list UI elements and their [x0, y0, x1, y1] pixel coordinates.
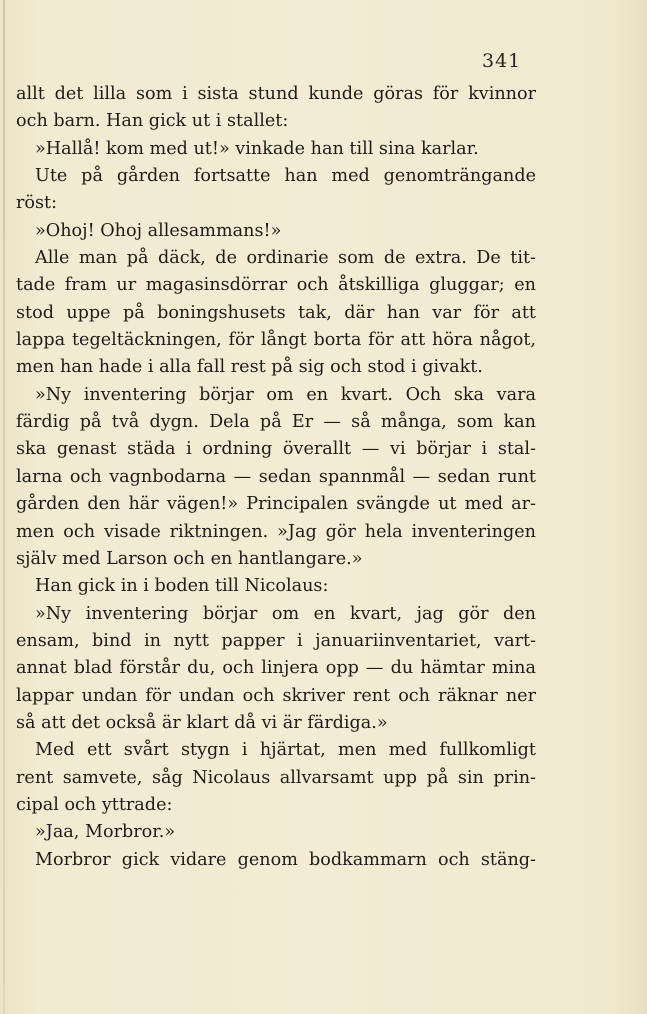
text-line: ensam, bind in nytt papper i januariinventariet, vart-: [16, 630, 536, 651]
text-line: »Ny inventering börjar om en kvart. Och ska vara: [35, 384, 536, 405]
page-number: 341: [482, 50, 522, 72]
text-line: lappar undan för undan och skriver rent och räknar ner: [16, 685, 536, 706]
text-line: Med ett svårt stygn i hjärtat, men med fullkomligt: [35, 740, 536, 761]
text-line: cipal och yttrade:: [16, 794, 173, 815]
body-text: [16, 81, 536, 874]
text-line: »Jaa, Morbror.»: [35, 822, 176, 843]
text-line: rent samvete, såg Nicolaus allvarsamt upp på sin prin-: [16, 767, 536, 788]
text-line: »Ny inventering börjar om en kvart, jag gör den: [35, 603, 536, 624]
text-line: själv med Larson och en hantlangare.»: [16, 548, 363, 569]
text-line: »Hallå! kom med ut!» vinkade han till sina karlar.: [35, 138, 479, 159]
text-line: gården den här vägen!» Principalen svängde ut med ar-: [16, 494, 536, 515]
text-line: »Ohoj! Ohoj allesammans!»: [35, 220, 282, 241]
text-line: Alle man på däck, de ordinarie som de extra. De tit-: [35, 248, 536, 269]
text-line: annat blad förstår du, och linjera opp — du hämtar mina: [16, 658, 536, 679]
text-line: allt det lilla som i sista stund kunde göras för kvinnor: [16, 84, 536, 104]
text-line: Morbror gick vidare genom bodkammarn och stäng-: [35, 849, 536, 870]
text-line: röst:: [16, 193, 58, 214]
text-line: så att det också är klart då vi är färdiga.»: [16, 712, 388, 733]
text-line: lappa tegeltäckningen, för långt borta för att höra något,: [16, 330, 536, 351]
text-line: Ute på gården fortsatte han med genomträngande: [35, 166, 536, 187]
text-line: men och visade riktningen. »Jag gör hela inventeringen: [16, 521, 536, 542]
text-line: tade fram ur magasinsdörrar och åtskilliga gluggar; en: [16, 275, 536, 296]
text-line: men han hade i alla fall rest på sig och stod i givakt.: [16, 357, 483, 378]
text-line: ska genast städa i ordning överallt — vi börjar i stal-: [16, 439, 536, 460]
text-line: larna och vagnbodarna — sedan spannmål — sedan runt: [16, 466, 536, 487]
binding-gutter: [3, 0, 5, 1014]
text-line: färdig på två dygn. Dela på Er — så många, som kan: [16, 412, 536, 433]
text-line: stod uppe på boningshusets tak, där han var för att: [16, 302, 536, 323]
text-line: Han gick in i boden till Nicolaus:: [35, 576, 329, 597]
text-line: och barn. Han gick ut i stallet:: [16, 111, 289, 132]
